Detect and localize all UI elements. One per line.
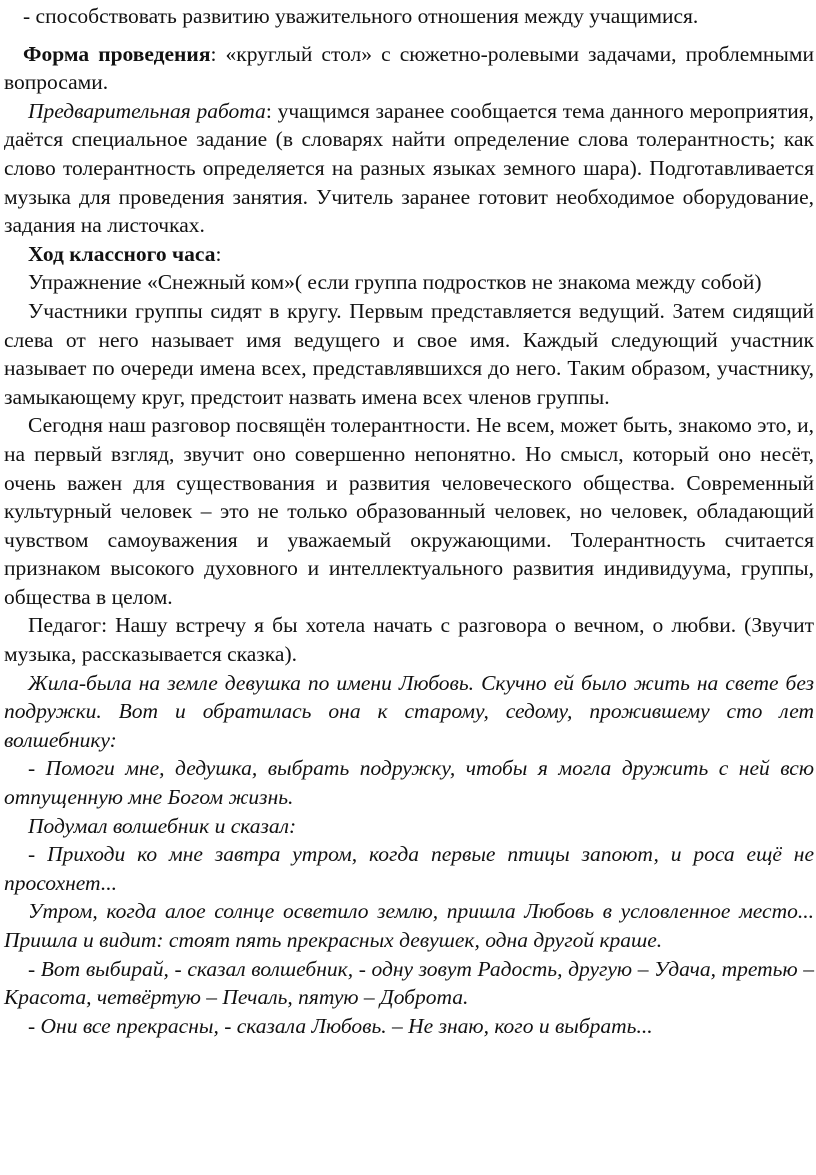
preparation-label: Предварительная работа	[28, 98, 266, 123]
participants-paragraph: Участники группы сидят в кругу. Первым представляется ведущий. Затем сидящий слева от него называет имя ведущего и свое имя. Каждый следующий участник называет по очереди имена всех, представлявшихся до него. Таким образом, участнику, замыкающему круг, предстоит назвать имена всех членов группы.	[4, 298, 814, 409]
tale-paragraph-6: - Вот выбирай, - сказал волшебник, - одну зовут Радость, другую – Удача, третью – Красота, четвёртую – Печаль, пятую – Доброта.	[4, 956, 814, 1010]
course-label: Ход классного часа	[28, 241, 216, 266]
goal-line: - способствовать развитию уважительного отношения между учащимися.	[23, 4, 699, 28]
tale-paragraph-4: - Приходи ко мне завтра утром, когда первые птицы запоют, и роса ещё не просохнет...	[4, 842, 814, 895]
form-text: : «круглый стол» с сюжетно-ролевыми задачами, проблемными вопросами.	[4, 41, 814, 95]
course-heading	[4, 240, 814, 269]
preparation-paragraph	[4, 97, 814, 240]
course-colon: :	[215, 241, 222, 266]
form-label: Форма проведения	[23, 41, 211, 66]
form-paragraph	[4, 40, 814, 97]
tale-paragraph-2: - Помоги мне, дедушка, выбрать подружку, чтобы я могла дружить с ней всю отпущенную мне Богом жизнь.	[4, 756, 814, 810]
tolerance-paragraph: Сегодня наш разговор посвящён толерантности. Не всем, может быть, знакомо это, и, на первый взгляд, звучит оно совершенно непонятно. Но смысл, который оно несёт, очень важен для существования и развития человеческого общества. Современный культурный человек – это не только образованный человек, но человек, обладающий чувством самоуважения и уважаемый окружающими. Толерантность считается признаком высокого духовного и интеллектуального развития индивидуума, группы, общества в целом.	[4, 413, 814, 609]
preparation-text: : учащимся заранее сообщается тема данного мероприятия, даётся специальное задание (в словарях найти определение слова толерантность; как слово толерантность определяется на разных языках земного шара). Подготавливается музыка для проведения занятия. Учитель заранее готовит необходимое оборудование, задания на листочках.	[4, 98, 814, 238]
tale-paragraph-1: Жила-была на земле девушка по имени Любовь. Скучно ей было жить на свете без подружки. Вот и обратилась она к старому, седому, прожившему сто лет волшебнику:	[4, 670, 814, 752]
tale-paragraph-5: Утром, когда алое солнце осветило землю, пришла Любовь в условленное место... Пришла и видит: стоят пять прекрасных девушек, одна другой краше.	[4, 899, 814, 952]
tale-paragraph-7: - Они все прекрасны, - сказала Любовь. – Не знаю, кого и выбрать...	[28, 1013, 653, 1038]
exercise-paragraph: Упражнение «Снежный ком»( если группа подростков не знакома между собой)	[28, 270, 762, 295]
teacher-paragraph: Педагог: Нашу встречу я бы хотела начать с разговора о вечном, о любви. (Звучит музыка, рассказывается сказка).	[4, 613, 814, 667]
tale-paragraph-3: Подумал волшебник и сказал:	[28, 813, 297, 838]
